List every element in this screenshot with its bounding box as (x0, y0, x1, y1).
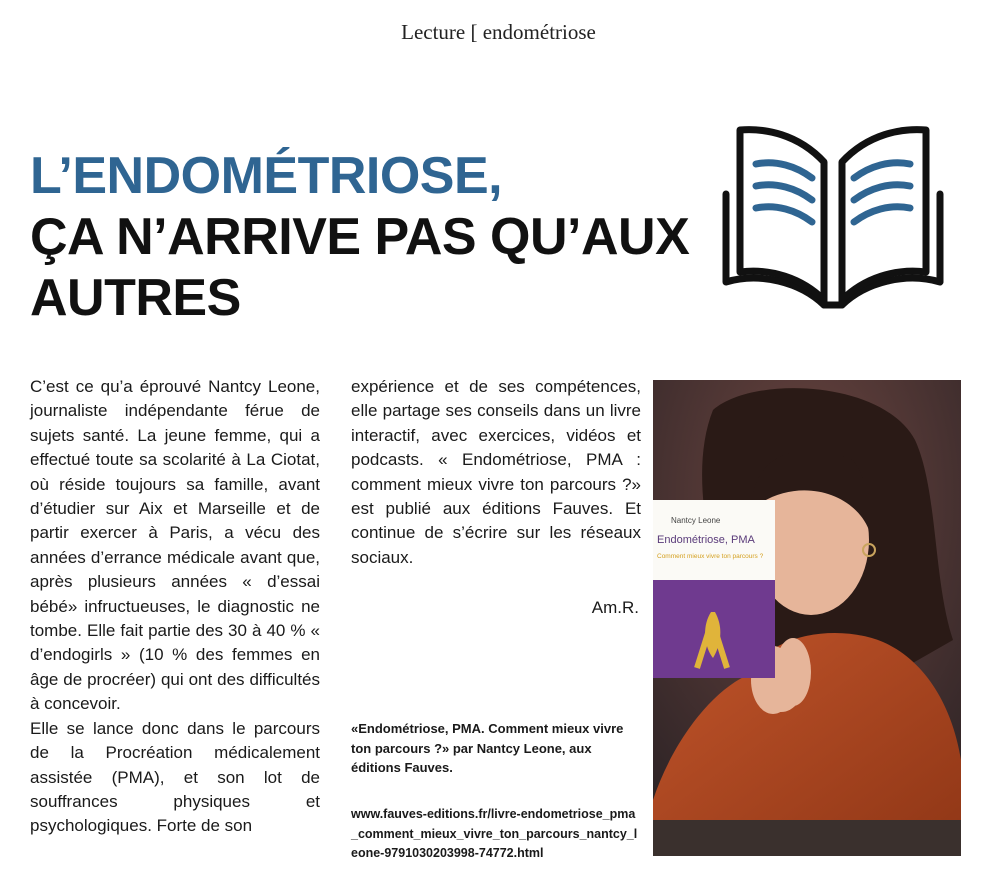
author-signature: Am.R. (591, 598, 639, 617)
section-header: Lecture [ endométriose (401, 20, 596, 44)
body-column-1 (30, 375, 320, 839)
book-cover-title: Endométriose, PMA (657, 534, 755, 546)
body-paragraph: expérience et de ses compétences, elle partage ses conseils dans un livre interactif, avec exercices, vidéos et podcasts. « Endométriose, PMA : comment mieux vivre ton parcours ?» est publié aux éditions Fauves. Et continue de s’écrire sur les réseaux sociaux. (351, 377, 641, 567)
open-book-icon (720, 122, 946, 317)
book-cover-subtitle: Comment mieux vivre ton parcours ? (657, 553, 764, 560)
article-title (30, 146, 690, 329)
body-paragraph: Elle se lance donc dans le parcours de la Procréation médicalement assistée (PMA), et son lot de souffrances physiques et psychologiques. Forte de son (30, 718, 320, 836)
title-line-2: ÇA N’ARRIVE PAS QU’AUX (30, 208, 690, 266)
author-photo (653, 380, 961, 856)
body-column-2 (351, 375, 641, 570)
title-line-3: AUTRES (30, 269, 241, 327)
body-paragraph: C’est ce qu’a éprouvé Nantcy Leone, journaliste indépendante férue de sujets santé. La jeune femme, qui a effectué toute sa scolarité à La Ciotat, où réside toujours sa famille, avant d’étudier sur Aix et Marseille et de partir exercer à Paris, a vécu des années d’errance médicale avant que, après plusieurs années « d’essai bébé» infructueuses, le diagnostic ne tombe. Elle fait partie des 30 à 40 % « d’endogirls » (10 % des femmes en âge de procréer) qui ont des difficultés à concevoir. (30, 377, 320, 714)
book-caption: «Endométriose, PMA. Comment mieux vivre ton parcours ?» par Nantcy Leone, aux éditions Fauves. (351, 721, 624, 775)
book-url[interactable]: www.fauves-editions.fr/livre-endometriose_pma_comment_mieux_vivre_ton_parcours_nantcy_leone-9791030203998-74772.html (351, 807, 638, 860)
title-line-1: L’ENDOMÉTRIOSE, (30, 147, 503, 205)
book-cover-author: Nantcy Leone (671, 516, 721, 525)
